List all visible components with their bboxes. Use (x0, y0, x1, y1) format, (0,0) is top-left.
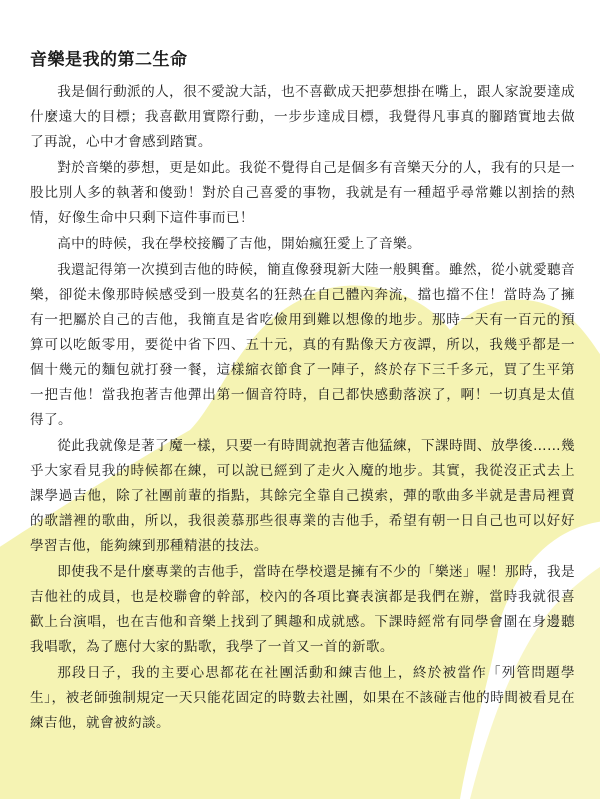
paragraph-6: 即使我不是什麼專業的吉他手，當時在學校還是擁有不少的「樂迷」喔！那時，我是吉他社的成員，也是校聯會的幹部，校內的各項比賽表演都是我們在辦，當時我就很喜歡上台演唱，也在吉他和音樂上找到了興趣和成就感。下課時經常有同學會圍在身邊聽我唱歌，為了應付大家的點歌，我學了一首又一首的新歌。 (30, 564, 575, 655)
paragraph-1: 我是個行動派的人，很不愛說大話，也不喜歡成天把夢想掛在嘴上，跟人家說要達成什麼遠大的目標；我喜歡用實際行動，一步步達成目標，我覺得凡事真的腳踏實地去做了再說，心中才會感到踏實。 (30, 84, 575, 150)
paragraph-2: 對於音樂的夢想，更是如此。我從不覺得自己是個多有音樂天分的人，我有的只是一股比別人多的執著和傻勁！對於自己喜愛的事物，我就是有一種超乎尋常難以割捨的熱情，好像生命中只剩下這件事而已！ (30, 160, 575, 226)
paragraph-5: 從此我就像是著了魔一樣，只要一有時間就抱著吉他猛練，下課時間、放學後……幾乎大家看見我的時候都在練，可以說已經到了走火入魔的地步。其實，我從沒正式去上課學過吉他，除了社團前輩的指點，其餘完全靠自己摸索，彈的歌曲多半就是書局裡賣的歌譜裡的歌曲，所以，我很羨慕那些很專業的吉他手，希望有朝一日自己也可以好好學習吉他，能夠練到那種精湛的技法。 (30, 438, 575, 554)
paragraph-4: 我還記得第一次摸到吉他的時候，簡直像發現新大陸一般興奮。雖然，從小就愛聽音樂，卻從未像那時候感受到一股莫名的狂熱在自己體內奔流，擋也擋不住！當時為了擁有一把屬於自己的吉他，我簡直是省吃儉用到難以想像的地步。那時一天有一百元的預算可以吃飯零用，要從中省下四、五十元，真的有點像天方夜譚，所以，我幾乎都是一個十幾元的麵包就打發一餐，這樣縮衣節食了一陣子，終於存下三千多元，買了生平第一把吉他！當我抱著吉他彈出第一個音符時，自己都快感動落淚了，啊！一切真是太值得了。 (30, 262, 575, 428)
paragraph-3: 高中的時候，我在學校接觸了吉他，開始瘋狂愛上了音樂。 (57, 236, 422, 252)
article-title: 音樂是我的第二生命 (30, 50, 188, 70)
article (30, 48, 575, 737)
paragraph-7: 那段日子，我的主要心思都花在社團活動和練吉他上，終於被當作「列管問題學生」，被老師強制規定一天只能花固定的時數去社團，如果在不該碰吉他的時間被看見在練吉他，就會被約談。 (30, 665, 575, 731)
